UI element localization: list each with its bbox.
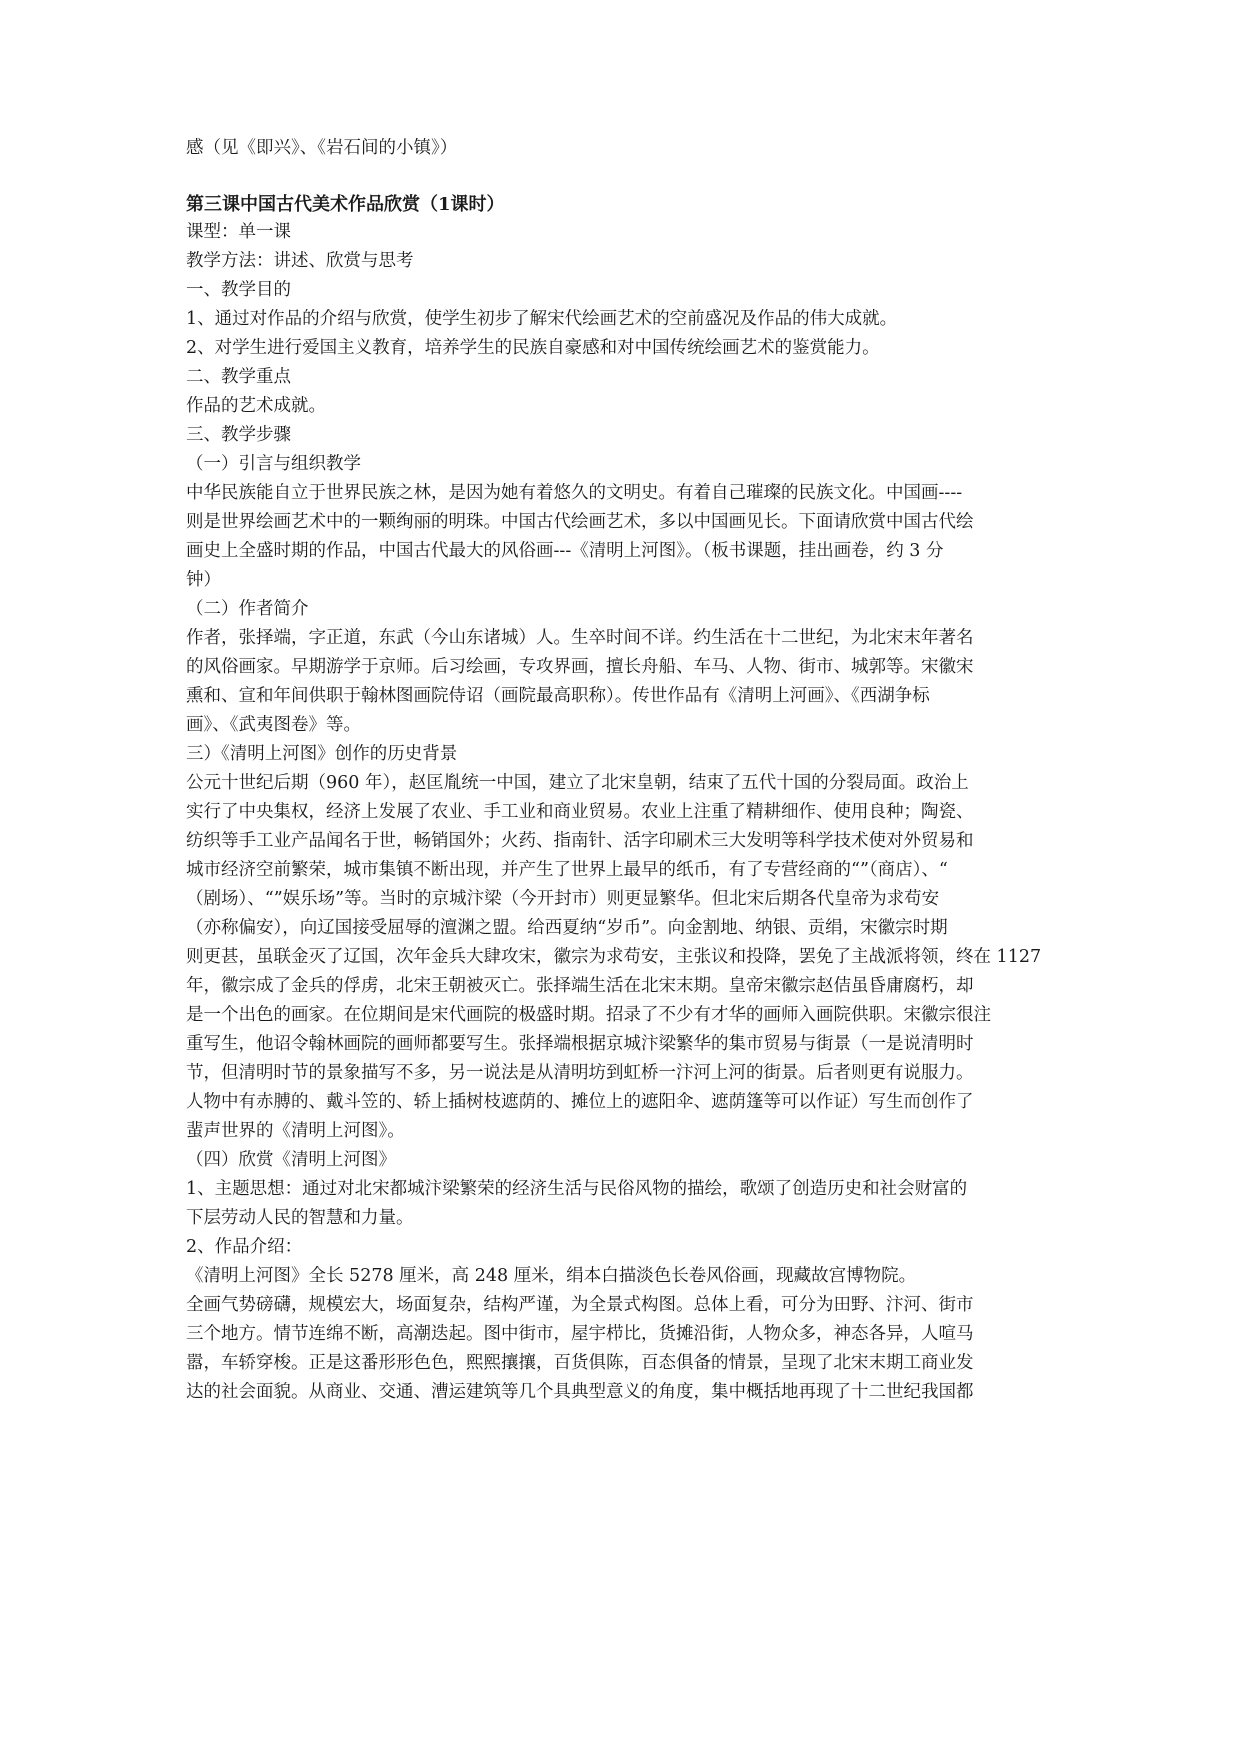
text-line: 下层劳动人民的智慧和力量。 <box>186 1208 414 1228</box>
section-heading: 二、教学重点 <box>186 367 291 387</box>
text-line: 纺织等手工业产品闻名于世，畅销国外；火药、指南针、活字印刷术三大发明等科学技术使对外贸易和 <box>186 831 974 851</box>
text-line: 钟） <box>186 570 221 590</box>
text-line: 1、主题思想：通过对北宋都城汴梁繁荣的经济生活与民俗风物的描绘，歌颂了创造历史和社会财富的 <box>186 1179 968 1199</box>
text-line: 三个地方。情节连绵不断，高潮迭起。图中街市，屋宇栉比，货摊沿街，人物众多，神态各异，人喧马 <box>186 1324 974 1344</box>
text-line: （亦称偏安），向辽国接受屈辱的澶渊之盟。给西夏纳“岁币”。向金割地、纳银、贡绢，宋徽宗时期 <box>186 918 948 938</box>
text-line: 课型：单一课 <box>186 222 291 242</box>
text-line: 2、作品介绍： <box>186 1237 303 1257</box>
text-line: 《清明上河图》全长 5278 厘米，高 248 厘米，绢本白描淡色长卷风俗画，现藏故宫博物院。 <box>186 1266 917 1286</box>
text-line: 是一个出色的画家。在位期间是宋代画院的极盛时期。招录了不少有才华的画师入画院供职。宋徽宗很注 <box>186 1005 991 1025</box>
section-heading: 一、教学目的 <box>186 280 291 300</box>
text-line: 则是世界绘画艺术中的一颗绚丽的明珠。中国古代绘画艺术，多以中国画见长。下面请欣赏中国古代绘 <box>186 512 974 532</box>
text-line: （剧场）、“”娱乐场”等。当时的京城汴梁（今开封市）则更显繁华。但北宋后期各代皇帝为求苟安 <box>186 889 940 909</box>
text-line: 重写生，他诏令翰林画院的画师都要写生。张择端根据京城汴梁繁华的集市贸易与街景（一是说清明时 <box>186 1034 974 1054</box>
text-line: 则更甚，虽联金灭了辽国，次年金兵大肆攻宋，徽宗为求苟安，主张议和投降，罢免了主战派将领，终在 1127 <box>186 947 1042 967</box>
text-line: 画史上全盛时期的作品，中国古代最大的风俗画---《清明上河图》。（板书课题，挂出画卷，约 3 分 <box>186 541 944 561</box>
subsection-heading: （四）欣赏《清明上河图》 <box>186 1150 396 1170</box>
subsection-heading: （二）作者简介 <box>186 599 309 619</box>
lesson-title: 第三课中国古代美术作品欣赏（1课时） <box>186 194 505 215</box>
text-line: 人物中有赤膊的、戴斗笠的、轿上插树枝遮荫的、摊位上的遮阳伞、遮荫篷等可以作证）写生而创作了 <box>186 1092 974 1112</box>
text-line: 的风俗画家。早期游学于京师。后习绘画，专攻界画，擅长舟船、车马、人物、街市、城郭等。宋徽宋 <box>186 657 974 677</box>
text-line: 熏和、宣和年间供职于翰林图画院侍诏（画院最高职称）。传世作品有《清明上河画》、《西湖争标 <box>186 686 930 706</box>
text-line: 节，但清明时节的景象描写不多，另一说法是从清明坊到虹桥一汴河上河的街景。后者则更有说服力。 <box>186 1063 974 1083</box>
text-line: 作者，张择端，字正道，东武（今山东诸城）人。生卒时间不详。约生活在十二世纪，为北宋末年著名 <box>186 628 974 648</box>
text-line: 作品的艺术成就。 <box>186 396 326 416</box>
text-line: 2、对学生进行爱国主义教育，培养学生的民族自豪感和对中国传统绘画艺术的鉴赏能力。 <box>186 338 880 358</box>
text-line: 蜚声世界的《清明上河图》。 <box>186 1121 405 1141</box>
continuation-line: 感（见《即兴》、《岩石间的小镇》） <box>186 138 458 158</box>
subsection-heading: （一）引言与组织教学 <box>186 454 361 474</box>
text-line: 城市经济空前繁荣，城市集镇不断出现，并产生了世界上最早的纸币，有了专营经商的“”（商店）、“ <box>186 860 948 880</box>
text-line: 全画气势磅礴，规模宏大，场面复杂，结构严谨，为全景式构图。总体上看，可分为田野、汴河、街市 <box>186 1295 974 1315</box>
text-line: 教学方法：讲述、欣赏与思考 <box>186 251 414 271</box>
text-line: 中华民族能自立于世界民族之林，是因为她有着悠久的文明史。有着自己璀璨的民族文化。中国画---- <box>186 483 963 503</box>
text-line: 画》、《武夷图卷》等。 <box>186 715 361 735</box>
text-line: 年，徽宗成了金兵的俘虏，北宋王朝被灭亡。张择端生活在北宋末期。皇帝宋徽宗赵佶虽昏庸腐朽，却 <box>186 976 974 996</box>
text-line: 公元十世纪后期（960 年），赵匡胤统一中国，建立了北宋皇朝，结束了五代十国的分裂局面。政治上 <box>186 773 969 793</box>
text-line: 1、通过对作品的介绍与欣赏，使学生初步了解宋代绘画艺术的空前盛况及作品的伟大成就。 <box>186 309 898 329</box>
section-heading: 三、教学步骤 <box>186 425 291 445</box>
subsection-heading: 三）《清明上河图》创作的历史背景 <box>186 744 458 764</box>
text-line: 实行了中央集权，经济上发展了农业、手工业和商业贸易。农业上注重了精耕细作、使用良种；陶瓷、 <box>186 802 974 822</box>
text-line: 达的社会面貌。从商业、交通、漕运建筑等几个具典型意义的角度，集中概括地再现了十二世纪我国都 <box>186 1382 974 1402</box>
text-line: 嚣，车轿穿梭。正是这番形形色色，熙熙攘攘，百货俱陈，百态俱备的情景，呈现了北宋末期工商业发 <box>186 1353 974 1373</box>
